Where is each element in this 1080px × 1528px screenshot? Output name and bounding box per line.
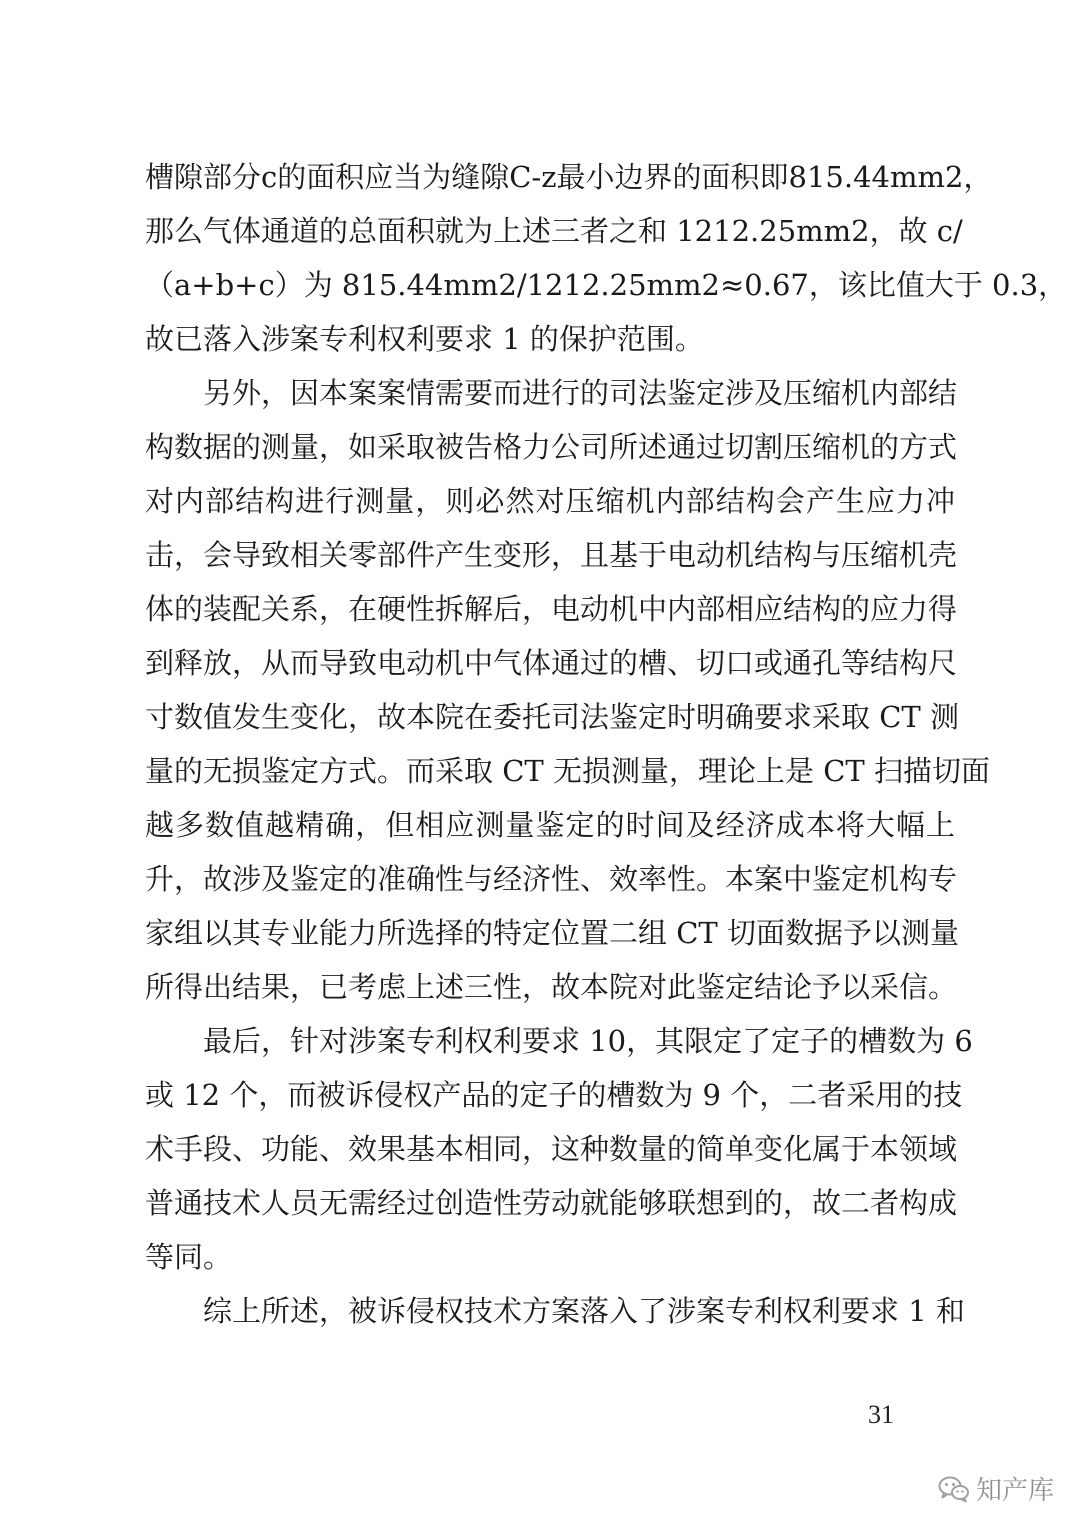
text-line: 到释放，从而导致电动机中气体通过的槽、切口或通孔等结构尺	[145, 646, 958, 680]
text-line: 最后，针对涉案专利权利要求 10，其限定了定子的槽数为 6	[203, 1024, 973, 1058]
judgment-body-text	[145, 150, 1068, 1338]
text-line: 寸数值发生变化，故本院在委托司法鉴定时明确要求采取 CT 测	[145, 700, 959, 734]
text-line: 那么气体通道的总面积就为上述三者之和 1212.25mm2，故 c/	[145, 214, 963, 248]
source-watermark	[938, 1470, 1054, 1507]
text-line: 量的无损鉴定方式。而采取 CT 无损测量，理论上是 CT 扫描切面	[145, 754, 990, 788]
watermark-label: 知产库	[976, 1476, 1055, 1506]
text-line: 槽隙部分c的面积应当为缝隙C-z最小边界的面积即815.44mm2，	[145, 160, 993, 194]
text-line: 综上所述，被诉侵权技术方案落入了涉案专利权利要求 1 和	[203, 1294, 965, 1328]
text-line: 击，会导致相关零部件产生变形，且基于电动机结构与压缩机壳	[145, 538, 958, 572]
text-line: 普通技术人员无需经过创造性劳动就能够联想到的，故二者构成	[145, 1186, 958, 1220]
text-line: 所得出结果，已考虑上述三性，故本院对此鉴定结论予以采信。	[145, 970, 958, 1004]
wechat-icon	[938, 1475, 970, 1503]
page-number: 31	[868, 1400, 894, 1429]
text-line: 体的装配关系，在硬性拆解后，电动机中内部相应结构的应力得	[145, 592, 958, 626]
text-line: 家组以其专业能力所选择的特定位置二组 CT 切面数据予以测量	[145, 916, 959, 950]
text-line: 升，故涉及鉴定的准确性与经济性、效率性。本案中鉴定机构专	[145, 862, 958, 896]
text-line: 另外，因本案案情需要而进行的司法鉴定涉及压缩机内部结	[203, 376, 958, 410]
text-line: 越多数值越精确，但相应测量鉴定的时间及经济成本将大幅上	[145, 808, 955, 842]
text-line: 术手段、功能、效果基本相同，这种数量的简单变化属于本领域	[145, 1132, 958, 1166]
text-line: 故已落入涉案专利权利要求 1 的保护范围。	[145, 322, 704, 356]
text-line: 对内部结构进行测量，则必然对压缩机内部结构会产生应力冲	[145, 484, 955, 518]
text-line: 等同。	[145, 1240, 233, 1274]
text-line: 或 12 个，而被诉侵权产品的定子的槽数为 9 个，二者采用的技	[145, 1078, 963, 1112]
text-line: （a+b+c）为 815.44mm2/1212.25mm2≈0.67，该比值大于 0.3，	[145, 268, 1068, 302]
text-line: 构数据的测量，如采取被告格力公司所述通过切割压缩机的方式	[145, 430, 958, 464]
